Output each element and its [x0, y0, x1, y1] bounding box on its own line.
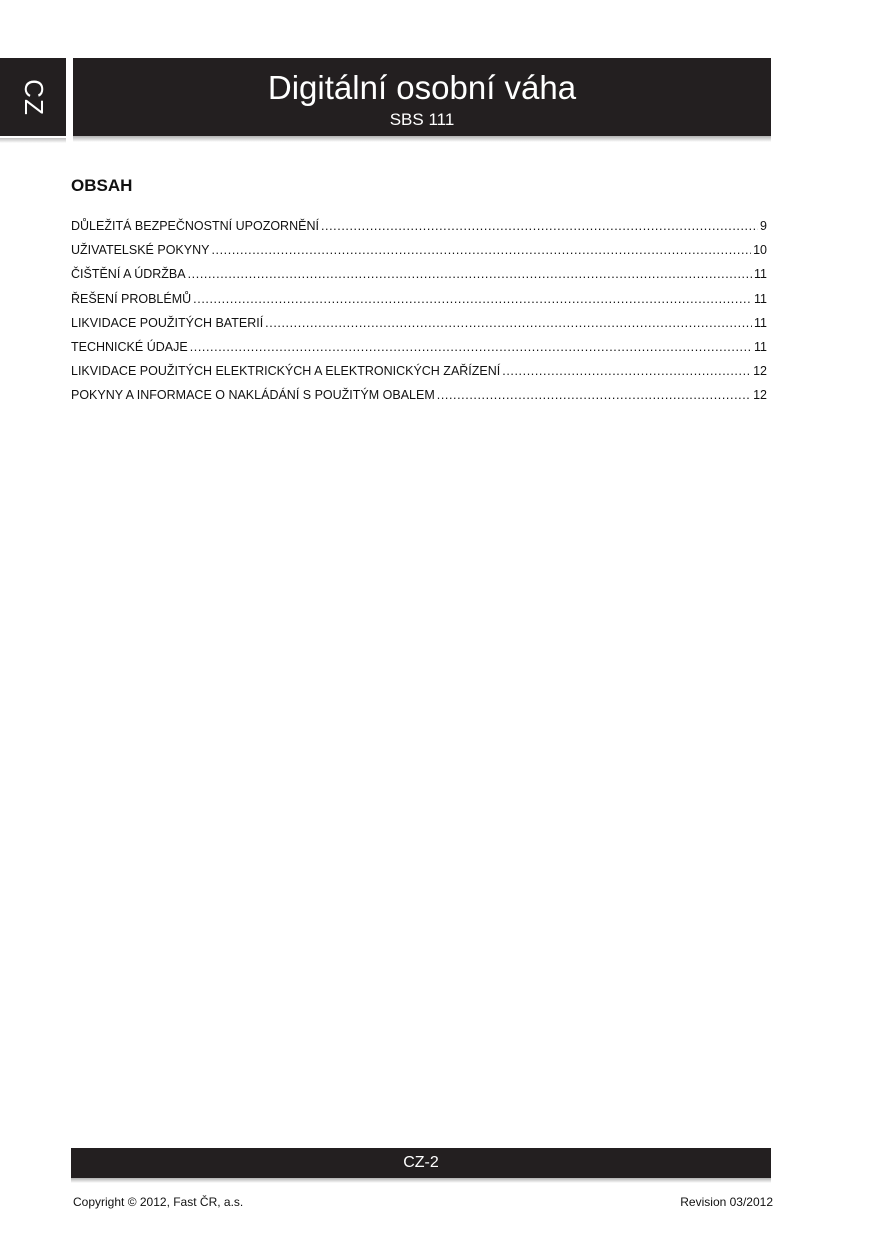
toc-item[interactable] — [71, 316, 767, 340]
toc-item-label: POKYNY A INFORMACE O NAKLÁDÁNÍ S POUŽITÝM OBALEM — [71, 388, 435, 403]
toc-item-page: 12 — [753, 388, 767, 403]
toc-item-label: ŘEŠENÍ PROBLÉMŮ — [71, 291, 192, 306]
toc-leader-dots — [211, 243, 751, 257]
toc-leader-dots — [190, 340, 752, 354]
header-shadow — [73, 136, 771, 142]
page-title: Digitální osobní váha — [267, 69, 577, 106]
model-number: SBS 111 — [389, 110, 455, 129]
toc-item[interactable] — [71, 340, 767, 364]
toc-item-label: TECHNICKÉ ÚDAJE — [71, 339, 188, 354]
toc-leader-dots — [188, 267, 752, 281]
language-code: CZ — [18, 78, 49, 116]
toc-item-label: LIKVIDACE POUŽITÝCH BATERIÍ — [71, 315, 264, 330]
toc-item-page: 11 — [754, 339, 767, 354]
toc-leader-dots — [321, 219, 758, 233]
toc-item-page: 11 — [754, 267, 767, 282]
toc-item-label: DŮLEŽITÁ BEZPEČNOSTNÍ UPOZORNĚNÍ — [71, 219, 319, 233]
toc-item[interactable] — [71, 364, 767, 388]
page-number: CZ-2 — [403, 1154, 439, 1171]
toc-item[interactable] — [71, 243, 767, 267]
toc-item-label: UŽIVATELSKÉ POKYNY — [71, 243, 210, 258]
toc-item-page: 11 — [754, 291, 767, 306]
table-of-contents — [71, 219, 767, 413]
toc-item-page: 11 — [754, 315, 767, 330]
language-tab-shadow — [0, 138, 66, 143]
toc-item-page: 9 — [760, 219, 767, 233]
copyright-text: Copyright © 2012, Fast ČR, a.s. — [73, 1195, 244, 1209]
language-tab — [0, 58, 66, 136]
toc-leader-dots — [265, 316, 752, 330]
toc-item[interactable] — [71, 267, 767, 291]
toc-leader-dots — [502, 364, 751, 378]
toc-item[interactable] — [71, 292, 767, 316]
toc-item-page: 10 — [753, 243, 767, 258]
toc-item[interactable] — [71, 388, 767, 412]
page-number-bar — [71, 1148, 771, 1178]
toc-item-label: ČIŠTĚNÍ A ÚDRŽBA — [71, 267, 186, 282]
footer-shadow — [71, 1178, 771, 1183]
toc-heading: OBSAH — [71, 176, 133, 195]
page-header — [73, 58, 771, 136]
toc-item-label: LIKVIDACE POUŽITÝCH ELEKTRICKÝCH A ELEKTRONICKÝCH ZAŘÍZENÍ — [71, 364, 501, 379]
toc-leader-dots — [193, 292, 752, 306]
toc-leader-dots — [437, 388, 751, 402]
toc-item-page: 12 — [753, 364, 767, 379]
revision-text: Revision 03/2012 — [680, 1195, 773, 1209]
toc-item[interactable] — [71, 219, 767, 243]
